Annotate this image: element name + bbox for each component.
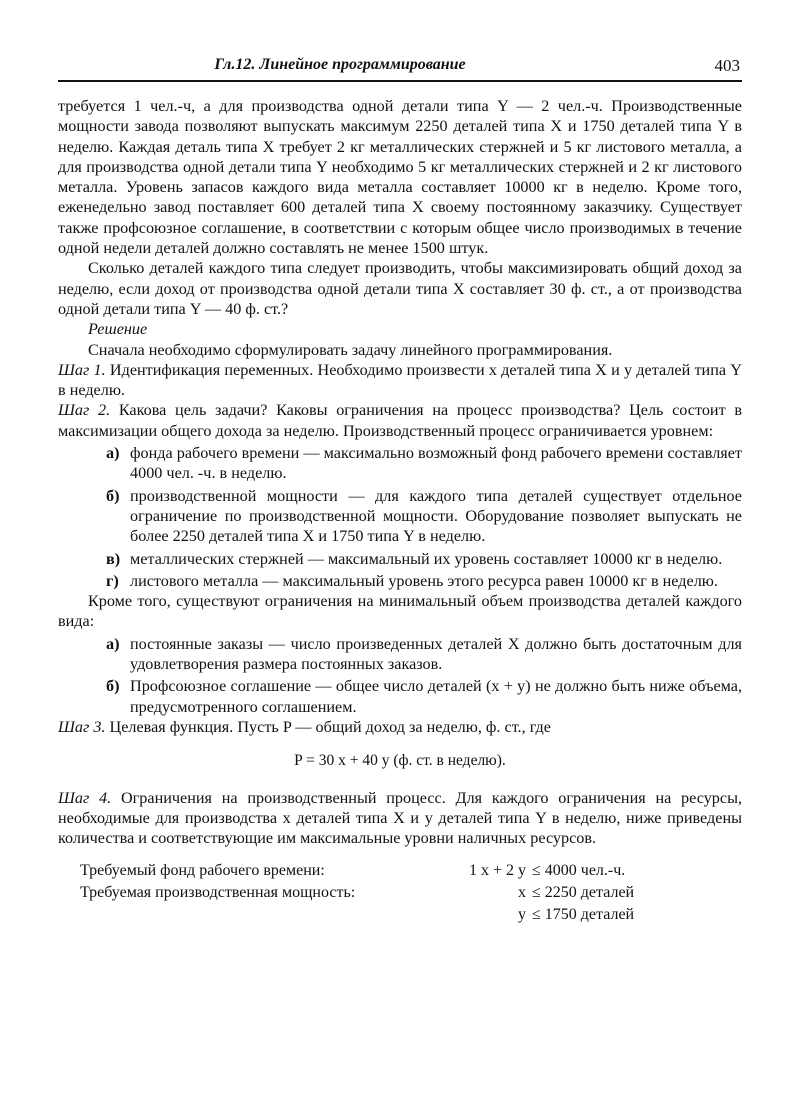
step-4-label: Шаг 4. <box>58 788 112 807</box>
list-item-text: листового металла — максимальный уровень этого ресурса равен 10000 кг в неделю. <box>130 571 718 590</box>
solution-heading: Решение <box>88 320 148 339</box>
list-marker: в) <box>106 549 121 568</box>
requirement-expression: x <box>518 884 526 902</box>
paragraph-intro: требуется 1 чел.-ч, а для производства одной детали типа Y — 2 чел.-ч. Производственные мощности завода позволяют выпускать максимум 2250 деталей типа X и 1750 деталей типа Y в неделю. Каждая деталь типа X требует 2 кг металлических стержней и 5 кг листового металла, а для производства одной детали типа Y необходимо 5 кг металлических стержней и 2 кг листового металла. Уровень запасов каждого вида металла составляет 10000 кг в неделю. Кроме того, еженедельно завод поставляет 600 деталей типа X своему постоянному заказчику. Существует также профсоюзное соглашение, в соответствии с которым общее число производимых в течение одной недели деталей должно составлять не менее 1500 штук. <box>58 97 742 258</box>
list-item-text: постоянные заказы — число произведенных деталей X должно быть достаточным для удовлетворения размера постоянных заказов. <box>130 634 742 674</box>
page-number: 403 <box>714 56 740 75</box>
list-item-text: фонда рабочего времени — максимально возможный фонд рабочего времени составляет 4000 чел. -ч. в неделю. <box>130 444 742 483</box>
requirement-limit: ≤ 1750 деталей <box>532 906 635 924</box>
paragraph-first: Сначала необходимо сформулировать задачу линейного программирования. <box>88 340 613 359</box>
step-2-text: Какова цель задачи? Каковы ограничения на процесс производства? Цель состоит в максимизации общего дохода за неделю. Производственный процесс ограничивается уровнем: <box>58 401 743 440</box>
step-2-label: Шаг 2. <box>58 401 111 420</box>
list-item <box>58 676 742 717</box>
list-item <box>58 549 742 569</box>
step-1 <box>58 360 742 401</box>
step-4 <box>58 788 742 849</box>
step-2 <box>58 400 742 441</box>
list-item <box>58 571 742 591</box>
list-item <box>58 634 742 675</box>
requirement-expression: y <box>518 906 526 924</box>
step-3 <box>58 717 742 737</box>
requirements-table <box>80 860 680 926</box>
requirement-limit: ≤ 4000 чел.-ч. <box>532 862 626 880</box>
requirement-label: Требуемый фонд рабочего времени: <box>80 862 325 880</box>
step-3-label: Шаг 3. <box>58 717 106 736</box>
step-3-text: Целевая функция. Пусть P — общий доход за неделю, ф. ст., где <box>105 717 551 736</box>
list-marker: б) <box>106 677 120 696</box>
paragraph-more: Кроме того, существуют ограничения на минимальный объем производства деталей каждого вида: <box>58 592 742 631</box>
list-minimums <box>58 634 742 717</box>
requirement-row <box>80 882 680 904</box>
paragraph-question: Сколько деталей каждого типа следует производить, чтобы максимизировать общий доход за неделю, если доход от производства одной детали типа X составляет 30 ф. ст., а от производства одной детали типа Y — 40 ф. ст.? <box>58 259 742 318</box>
requirement-expression: 1 x + 2 y <box>468 862 526 880</box>
body-text <box>58 96 742 926</box>
requirement-limit: ≤ 2250 деталей <box>532 884 635 902</box>
objective-formula: P = 30 x + 40 y (ф. ст. в неделю). <box>294 752 506 770</box>
list-marker: г) <box>106 571 119 590</box>
requirement-row <box>80 860 680 882</box>
requirement-row <box>80 904 680 926</box>
running-head <box>58 52 742 82</box>
chapter-title: Гл.12. Линейное программирование <box>214 56 466 73</box>
list-marker: а) <box>106 634 120 653</box>
step-1-label: Шаг 1. <box>58 360 106 379</box>
step-4-text: Ограничения на производственный процесс. Для каждого ограничения на ресурсы, необходимые для производства x деталей типа X и y деталей типа Y в неделю, ниже приведены количества и соответствующие им максимальные уровни наличных ресурсов. <box>58 788 743 848</box>
list-marker: б) <box>106 486 120 505</box>
list-item <box>58 486 742 547</box>
list-item-text: производственной мощности — для каждого типа деталей существует отдельное ограничение по производственной мощности. Оборудование позволяет выпускать не более 2250 деталей типа X и 1750 типа Y в неделю. <box>130 486 742 546</box>
list-constraints <box>58 443 742 591</box>
list-marker: а) <box>106 444 120 463</box>
list-item-text: Профсоюзное соглашение — общее число деталей (x + y) не должно быть ниже объема, предусмотренного соглашением. <box>130 677 742 716</box>
list-item-text: металлических стержней — максимальный их уровень составляет 10000 кг в неделю. <box>130 549 723 568</box>
list-item <box>58 443 742 484</box>
step-1-text: Идентификация переменных. Необходимо произвести x деталей типа X и y деталей типа Y в неделю. <box>58 360 742 400</box>
requirement-label: Требуемая производственная мощность: <box>80 884 356 902</box>
